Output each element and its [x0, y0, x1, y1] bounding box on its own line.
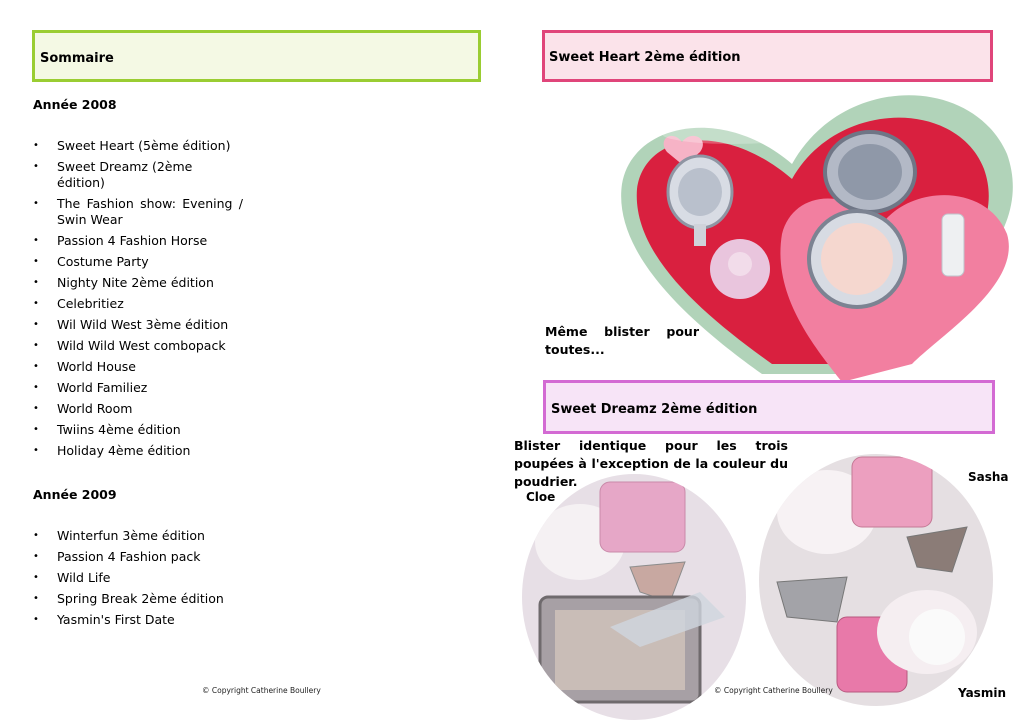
- sweet-dreamz-caption: Blister identique pour les trois poupées à l'exception de la couleur du poudrier.: [514, 438, 788, 489]
- bullet-icon: •: [33, 382, 39, 393]
- sweet-heart-caption: Même blister pour toutes...: [545, 324, 699, 357]
- bullet-icon: •: [33, 319, 39, 330]
- list-item: • Sweet Heart (5ème édition): [33, 138, 231, 153]
- list-item: • Winterfun 3ème édition: [33, 528, 205, 543]
- list-item: • Wil Wild West 3ème édition: [33, 317, 229, 332]
- sweet-dreamz-title: Sweet Dreamz 2ème édition: [551, 402, 758, 417]
- list-item: • Yasmin's First Date: [33, 612, 175, 627]
- list-item: • Costume Party: [33, 254, 149, 269]
- list-item: • Nighty Nite 2ème édition: [33, 275, 214, 290]
- bullet-icon: •: [33, 445, 39, 456]
- label-cloe: Cloe: [526, 490, 556, 504]
- sweet-heart-title-box: [542, 30, 993, 82]
- section-heading-2009: Année 2009: [33, 487, 117, 502]
- cloe-blister-photo: [520, 472, 748, 722]
- list-item: • Passion 4 Fashion pack: [33, 549, 201, 564]
- list-item: • Spring Break 2ème édition: [33, 591, 224, 606]
- copyright-right: © Copyright Catherine Boullery: [714, 686, 833, 695]
- bullet-icon: •: [33, 277, 39, 288]
- bullet-icon: •: [33, 572, 39, 583]
- list-2008: [33, 138, 243, 464]
- sasha-yasmin-blister-photo: [757, 452, 995, 708]
- section-heading-2008: Année 2008: [33, 97, 117, 112]
- bottle: [942, 214, 964, 276]
- list-item: • Celebritiez: [33, 296, 124, 311]
- bullet-icon: •: [33, 424, 39, 435]
- bullet-icon: •: [33, 361, 39, 372]
- sommaire-title: Sommaire: [40, 51, 114, 66]
- list-item: • Holiday 4ème édition: [33, 443, 191, 458]
- bullet-icon: •: [33, 614, 39, 625]
- bullet-icon: •: [33, 198, 39, 209]
- bullet-icon: •: [33, 298, 39, 309]
- bullet-icon: •: [33, 161, 39, 172]
- bullet-icon: •: [33, 551, 39, 562]
- list-item: • Wild Wild West combopack: [33, 338, 226, 353]
- list-item: • World Room: [33, 401, 133, 416]
- list-item: • Passion 4 Fashion Horse: [33, 233, 208, 248]
- bullet-icon: •: [33, 256, 39, 267]
- list-item: • World House: [33, 359, 136, 374]
- list-2009: [33, 528, 273, 633]
- sweet-dreamz-title-box: [543, 380, 995, 434]
- label-yasmin: Yasmin: [958, 686, 1006, 700]
- bullet-icon: •: [33, 340, 39, 351]
- bullet-icon: •: [33, 140, 39, 151]
- bullet-icon: •: [33, 235, 39, 246]
- copyright-left: © Copyright Catherine Boullery: [202, 686, 321, 695]
- list-item: • Wild Life: [33, 570, 111, 585]
- list-item: • The Fashion show: Evening / Swin Wear: [33, 196, 243, 227]
- list-item: • Sweet Dreamz (2ème édition): [33, 159, 193, 190]
- sommaire-title-box: [32, 30, 481, 82]
- list-item: • Twiins 4ème édition: [33, 422, 181, 437]
- bullet-icon: •: [33, 530, 39, 541]
- bullet-icon: •: [33, 403, 39, 414]
- label-sasha: Sasha: [968, 470, 1009, 484]
- bullet-icon: •: [33, 593, 39, 604]
- list-item: • World Familiez: [33, 380, 148, 395]
- sweet-heart-title: Sweet Heart 2ème édition: [549, 50, 741, 65]
